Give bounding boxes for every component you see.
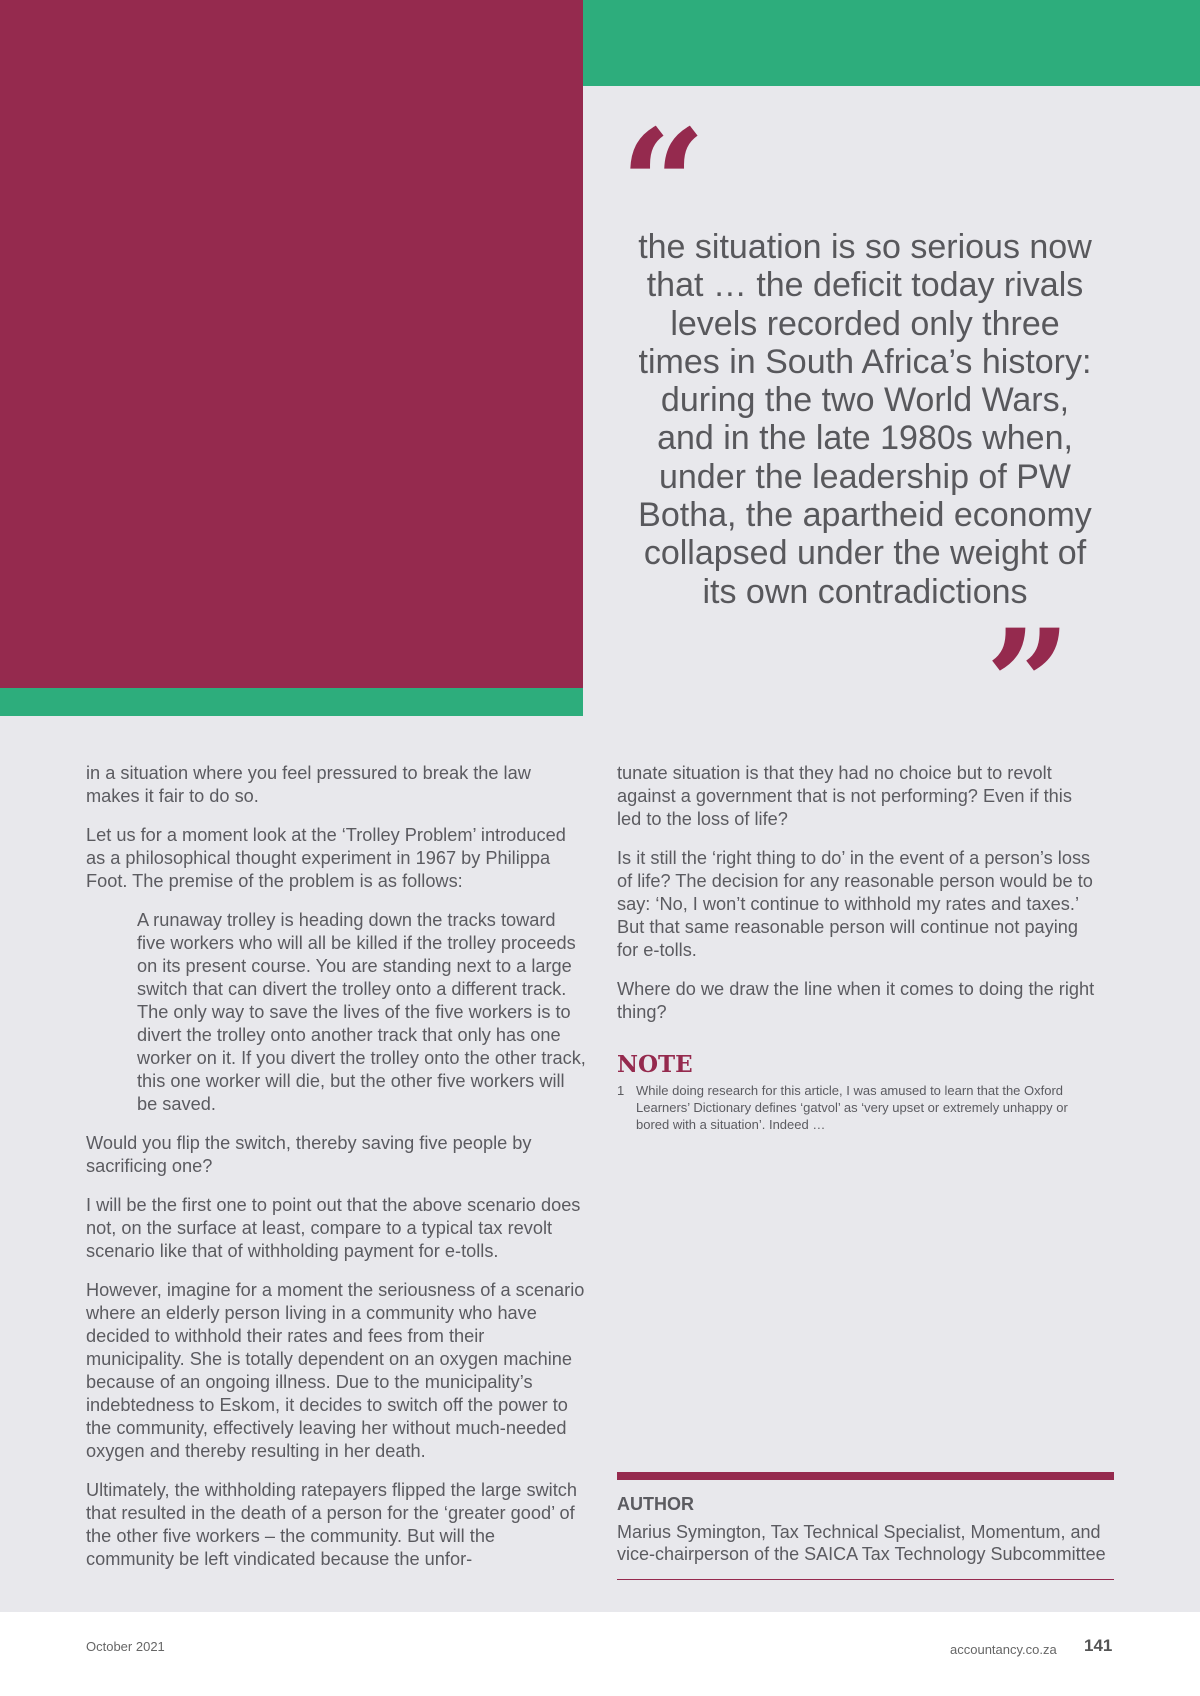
- green-bottom-bar: [0, 688, 583, 716]
- right-column: [617, 762, 1097, 1133]
- pull-quote: the situation is so serious now that … the deficit today rivals levels recorded only three times in South Africa’s history: during the two World Wars, and in the late 1980s when, under the leadership of PW Botha, the apartheid economy collapsed under the weight of its own contradictions: [638, 228, 1092, 611]
- paragraph: Is it still the ‘right thing to do’ in the event of a person’s loss of life? The decision for any reasonable person would be to say: ‘No, I won’t continue to withhold my rates and taxes.’ But that same reasonable person will continue not paying for e-tolls.: [617, 848, 1093, 960]
- page-footer: [0, 1612, 1200, 1696]
- paragraph: Would you flip the switch, thereby saving five people by sacrificing one?: [86, 1133, 532, 1176]
- paragraph: I will be the first one to point out that the above scenario does not, on the surface at least, compare to a typical tax revolt scenario like that of withholding payment for e-tolls.: [86, 1195, 581, 1261]
- block-quote: A runaway trolley is heading down the tracks toward five workers who will all be killed if the trolley proceeds on its present course. You are standing next to a large switch that can divert the trolley onto a different track. The only way to save the lives of the five workers is to divert the trolley onto another track that only has one worker on it. If you divert the trolley onto the other track, this one worker will die, but the other five workers will be saved.: [137, 910, 586, 1114]
- author-divider: [617, 1472, 1114, 1480]
- close-quote-icon: ”: [985, 597, 1072, 773]
- green-top-bar: [583, 0, 1200, 86]
- issue-date: October 2021: [86, 1639, 165, 1654]
- author-bio: Marius Symington, Tax Technical Specialist, Momentum, and vice-chairperson of the SAICA Tax Technology Subcommittee: [617, 1522, 1106, 1564]
- footnote-number: 1: [617, 1083, 625, 1098]
- website-link[interactable]: accountancy.co.za: [950, 1642, 1057, 1657]
- author-heading: AUTHOR: [617, 1494, 694, 1514]
- paragraph: Let us for a moment look at the ‘Trolley Problem’ introduced as a philosophical thought experiment in 1967 by Philippa Foot. The premise of the problem is as follows:: [86, 825, 566, 891]
- left-column: [86, 762, 586, 1587]
- maroon-color-block: [0, 0, 583, 688]
- paragraph: Where do we draw the line when it comes to doing the right thing?: [617, 979, 1095, 1022]
- author-bottom-divider: [617, 1579, 1114, 1580]
- footnote-text: While doing research for this article, I was amused to learn that the Oxford Learners’ Dictionary defines ‘gatvol’ as ‘very upset or extremely unhappy or bored with a situation’. Indeed …: [636, 1083, 1068, 1132]
- paragraph: in a situation where you feel pressured to break the law makes it fair to do so.: [86, 763, 531, 806]
- paragraph: tunate situation is that they had no choice but to revolt against a government that is not performing? Even if this led to the loss of life?: [617, 763, 1072, 829]
- note-heading: NOTE: [617, 1051, 693, 1078]
- paragraph: Ultimately, the withholding ratepayers flipped the large switch that resulted in the death of a person for the ‘greater good’ of the other five workers – the community. But will the community be left vindicated because the unfor-: [86, 1480, 577, 1569]
- open-quote-icon: “: [620, 97, 707, 273]
- paragraph: However, imagine for a moment the seriousness of a scenario where an elderly person living in a community who have decided to withhold their rates and fees from their municipality. She is totally dependent on an oxygen machine because of an ongoing illness. Due to the municipality’s indebtedness to Eskom, it decides to switch off the power to the community, effectively leaving her without much-needed oxygen and thereby resulting in her death.: [86, 1280, 585, 1461]
- page-number: 141: [1084, 1636, 1113, 1655]
- footnote: [617, 1082, 1097, 1133]
